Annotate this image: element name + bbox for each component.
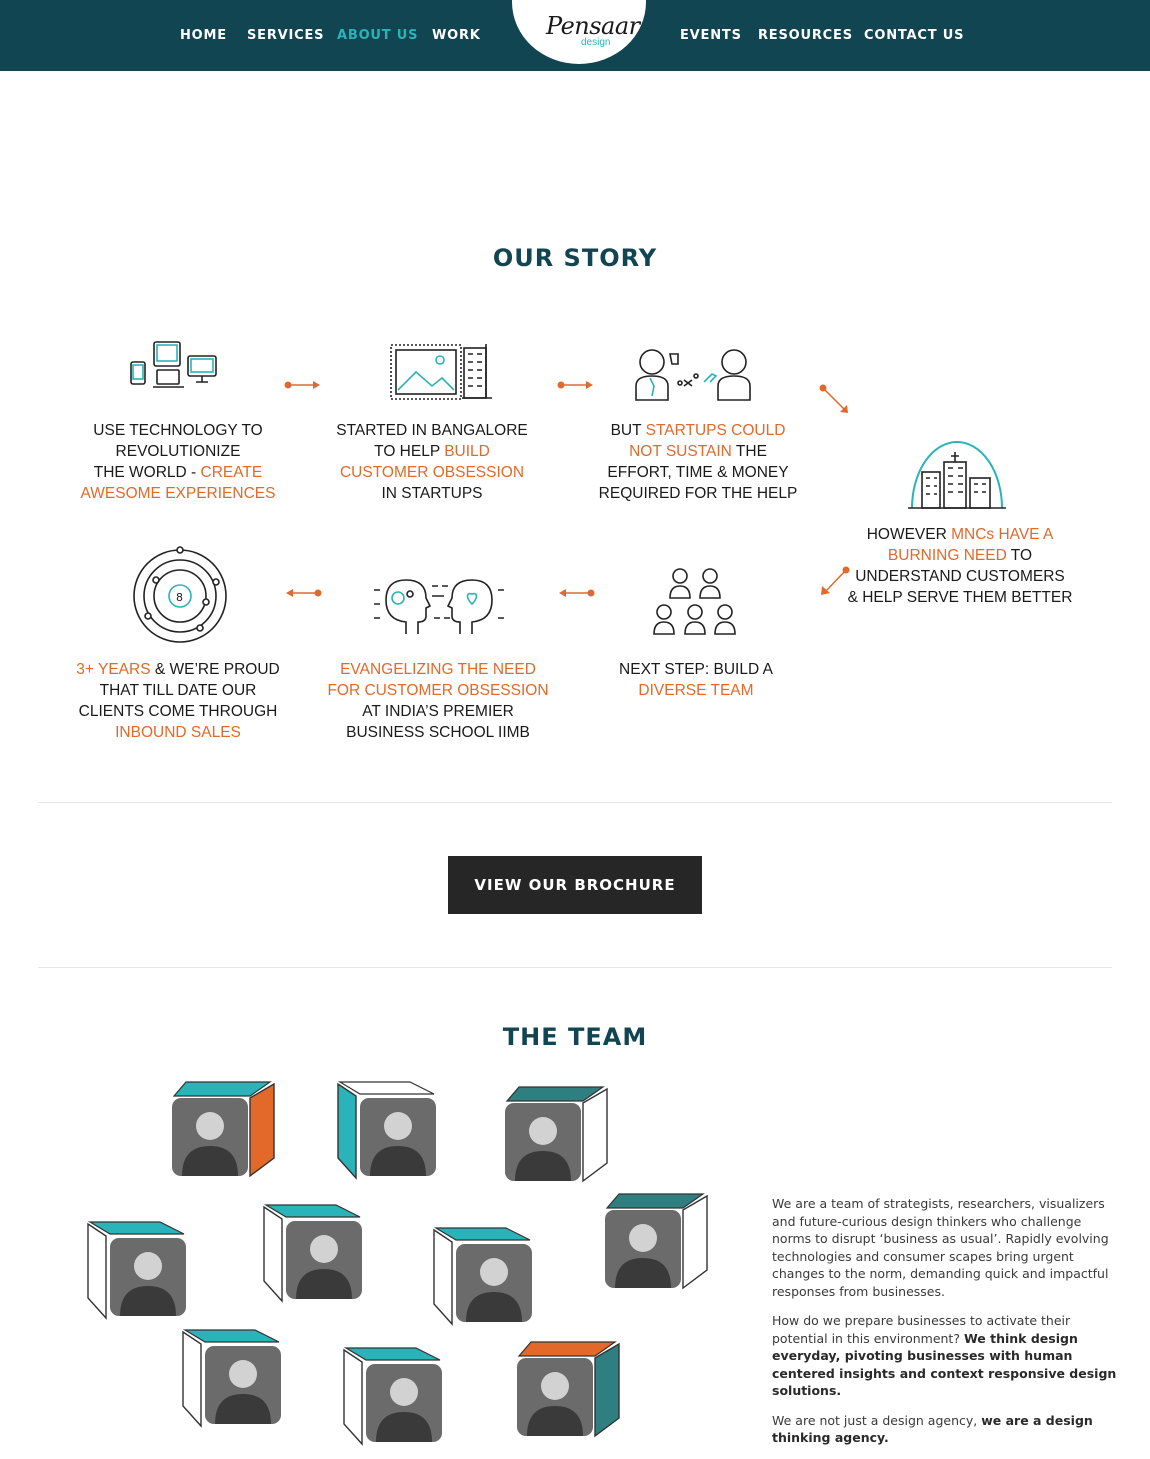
team-description <box>772 1195 1117 1459</box>
story-line <box>840 545 1080 566</box>
plain-text: THE WORLD - <box>93 464 201 481</box>
plain-text: IN STARTUPS <box>381 485 483 502</box>
person-head-shape <box>629 1224 657 1252</box>
team-paragraph-3 <box>772 1412 1117 1447</box>
plain-text: BUSINESS SCHOOL IIMB <box>346 724 530 741</box>
bold-text: we are a design thinking agency. <box>772 1412 1093 1445</box>
minds-heart-icon <box>372 574 506 636</box>
team-member-card[interactable] <box>432 1226 542 1330</box>
plain-text: We are not just a design agency, <box>772 1412 982 1428</box>
plain-text: HOWEVER <box>866 526 952 543</box>
nav-services[interactable]: SERVICES <box>247 28 325 43</box>
story-line <box>586 680 806 701</box>
arrow-right-1-icon <box>283 379 323 391</box>
story-line <box>318 701 558 722</box>
nav-work[interactable]: WORK <box>432 28 481 43</box>
people-disconnect-icon <box>632 346 754 402</box>
highlight-text: STARTUPS COULD <box>645 422 786 439</box>
story-line <box>588 462 808 483</box>
story-line <box>588 483 808 504</box>
logo-subtext: design <box>581 37 611 48</box>
divider-bottom <box>38 967 1112 968</box>
story-line <box>68 680 288 701</box>
story-line <box>68 441 288 462</box>
story-line <box>322 441 542 462</box>
plain-text: How do we prepare businesses to activate their potential in this environment? <box>772 1313 1071 1346</box>
story-step-4 <box>840 524 1080 608</box>
team-member-card[interactable] <box>170 1080 280 1184</box>
story-line <box>318 680 558 701</box>
plain-text: REQUIRED FOR THE HELP <box>598 485 798 502</box>
story-line <box>318 659 558 680</box>
plain-text: AT INDIA’S PREMIER <box>362 703 514 720</box>
gallery-building-icon <box>388 340 500 402</box>
plain-text: BUT <box>610 422 646 439</box>
highlight-text: CREATE <box>200 464 263 481</box>
highlight-text: AWESOME EXPERIENCES <box>80 485 276 502</box>
arrow-right-2-icon <box>556 379 596 391</box>
person-head-shape <box>196 1112 224 1140</box>
story-line <box>68 701 288 722</box>
story-line <box>322 483 542 504</box>
team-paragraph-1 <box>772 1195 1117 1300</box>
plain-text: TO HELP <box>374 443 445 460</box>
person-head-shape <box>310 1235 338 1263</box>
plain-text: REVOLUTIONIZE <box>115 443 241 460</box>
plain-text: THE <box>731 443 767 460</box>
logo-wordmark[interactable]: Pensaar <box>546 12 640 40</box>
nav-events[interactable]: EVENTS <box>680 28 742 43</box>
story-line <box>318 722 558 743</box>
story-title: OUR STORY <box>492 244 658 272</box>
plain-text: & HELP SERVE THEM BETTER <box>847 589 1073 606</box>
story-line <box>322 462 542 483</box>
story-line <box>840 524 1080 545</box>
team-member-card[interactable] <box>603 1192 713 1296</box>
nav-home[interactable]: HOME <box>180 28 227 43</box>
bold-text: We think design everyday, pivoting businesses with human centered insights and context responsive design solutions. <box>772 1330 1117 1398</box>
story-line <box>840 566 1080 587</box>
plain-text: We are a team of strategists, researchers, visualizers and future-curious design thinkers who challenge norms to disrupt ‘business as usual’. Rapidly evolving technologies and consumer scapes bring urgent changes to the norm, demanding quick and impactful responses from businesses. <box>772 1196 1109 1299</box>
story-step-1 <box>68 420 288 504</box>
highlight-text: BURNING NEED <box>887 547 1007 564</box>
arrow-down-right-icon <box>818 383 852 417</box>
person-head-shape <box>384 1112 412 1140</box>
plain-text: & WE’RE PROUD <box>150 661 280 678</box>
plain-text: CLIENTS COME THROUGH <box>78 703 278 720</box>
story-step-3 <box>588 420 808 504</box>
nav-resources[interactable]: RESOURCES <box>758 28 853 43</box>
plain-text: TO <box>1006 547 1033 564</box>
devices-icon <box>128 338 224 394</box>
highlight-text: 3+ YEARS <box>76 661 151 678</box>
team-member-card[interactable] <box>86 1220 196 1324</box>
story-line <box>68 420 288 441</box>
highlight-text: INBOUND SALES <box>115 724 241 741</box>
story-line <box>588 420 808 441</box>
team-member-card[interactable] <box>336 1080 446 1184</box>
team-member-card[interactable] <box>181 1328 291 1432</box>
svg-text:8: 8 <box>176 591 183 604</box>
arrow-left-1-icon <box>556 587 596 599</box>
view-brochure-button[interactable]: VIEW OUR BROCHURE <box>448 856 702 914</box>
story-line <box>68 462 288 483</box>
plain-text: THAT TILL DATE OUR <box>99 682 257 699</box>
person-head-shape <box>529 1117 557 1145</box>
story-step-6 <box>318 659 558 743</box>
story-line <box>68 722 288 743</box>
story-step-5 <box>586 659 806 701</box>
arrow-left-2-icon <box>283 587 323 599</box>
team-group-icon <box>652 566 738 636</box>
person-head-shape <box>229 1360 257 1388</box>
highlight-text: CUSTOMER OBSESSION <box>339 464 525 481</box>
nav-about-us[interactable]: ABOUT US <box>337 28 419 43</box>
plain-text: STARTED IN BANGALORE <box>336 422 528 439</box>
orbit-target-icon <box>128 546 232 644</box>
city-dome-icon <box>906 438 1008 514</box>
plain-text: UNDERSTAND CUSTOMERS <box>855 568 1065 585</box>
plain-text: EFFORT, TIME & MONEY <box>607 464 789 481</box>
highlight-text: FOR CUSTOMER OBSESSION <box>327 682 549 699</box>
plain-text: USE TECHNOLOGY TO <box>93 422 263 439</box>
team-title: THE TEAM <box>502 1023 648 1051</box>
story-line <box>586 659 806 680</box>
story-line <box>588 441 808 462</box>
story-step-2 <box>322 420 542 504</box>
person-head-shape <box>541 1372 569 1400</box>
team-paragraph-2 <box>772 1312 1117 1400</box>
person-head-shape <box>134 1252 162 1280</box>
team-member-card[interactable] <box>262 1203 372 1307</box>
highlight-text: BUILD <box>444 443 490 460</box>
nav-contact-us[interactable]: CONTACT US <box>864 28 965 43</box>
divider-top <box>38 802 1112 803</box>
story-line <box>840 587 1080 608</box>
team-member-card[interactable] <box>342 1346 452 1450</box>
highlight-text: EVANGELIZING THE NEED <box>340 661 536 678</box>
plain-text: NEXT STEP: BUILD A <box>619 661 773 678</box>
person-head-shape <box>480 1258 508 1286</box>
highlight-text: NOT SUSTAIN <box>629 443 732 460</box>
story-line <box>68 483 288 504</box>
team-member-card[interactable] <box>515 1340 625 1444</box>
story-line <box>68 659 288 680</box>
team-member-card[interactable] <box>503 1085 613 1189</box>
highlight-text: DIVERSE TEAM <box>638 682 754 699</box>
person-head-shape <box>390 1378 418 1406</box>
story-step-7 <box>68 659 288 743</box>
story-line <box>322 420 542 441</box>
highlight-text: MNCs HAVE A <box>951 526 1054 543</box>
